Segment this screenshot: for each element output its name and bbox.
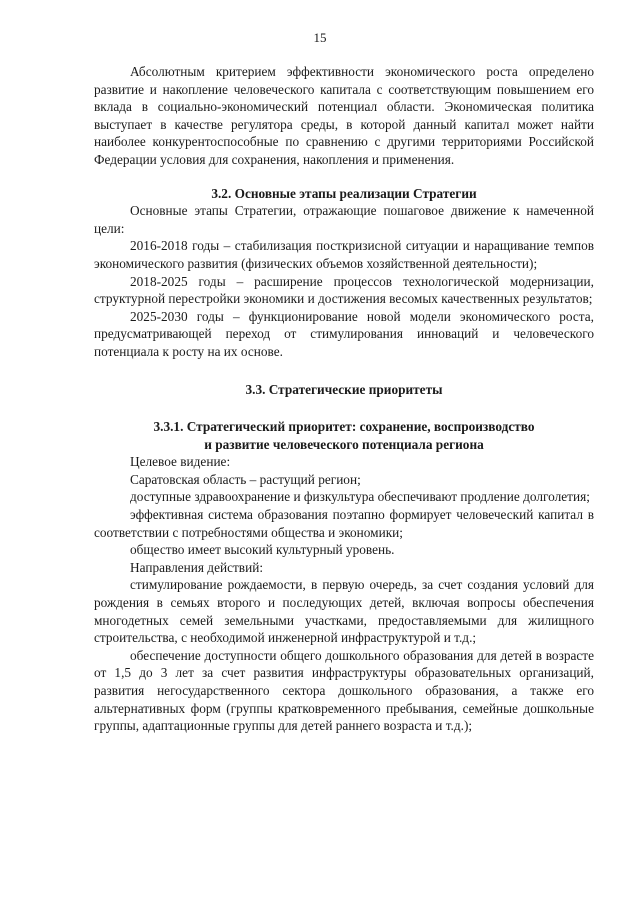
section-3-3-1-paragraph: доступные здравоохранение и физкультура обеспечивают продление долголетия; <box>130 489 590 505</box>
section-3-3-1-paragraph: Целевое видение: <box>130 454 231 470</box>
section-3-2-paragraph: 2016-2018 годы – стабилизация посткризисной ситуации и наращивание темпов экономического развития (физических объемов хозяйственной деятельности); <box>94 238 594 271</box>
section-3-2-paragraph: Основные этапы Стратегии, отражающие пошаговое движение к намеченной цели: <box>94 203 594 236</box>
section-3-3-1-heading-line2: и развитие человеческого потенциала региона <box>204 436 484 452</box>
section-3-2-heading: 3.2. Основные этапы реализации Стратегии <box>211 185 477 201</box>
section-3-3-1-paragraph: стимулирование рождаемости, в первую очередь, за счет создания условий для рождения в семьях второго и последующих детей, включая вопросы обеспечения многодетных семей земельными участками, предоставляемыми для жилищного строительства, с необходимой инженерной инфраструктурой и т.д.; <box>94 577 594 646</box>
section-3-3-1-paragraph: Направления действий: <box>130 559 264 575</box>
section-3-2-paragraph: 2025-2030 годы – функционирование новой модели экономического роста, предусматривающей переход от стимулирования инноваций и человеческого потенциала к росту на их основе. <box>94 308 594 359</box>
section-3-3-1-paragraph: обеспечение доступности общего дошкольного образования для детей в возрасте от 1,5 до 3 лет за счет развития инфраструктуры образовательных организаций, развития негосударственного сектора дошкольного образования, а также его альтернативных форм (группы кратковременного пребывания, семейные дошкольные группы, адаптационные группы для детей раннего возраста и т.д.); <box>94 647 594 734</box>
document-body <box>94 63 594 735</box>
section-3-3-heading: 3.3. Стратегические приоритеты <box>245 381 443 397</box>
section-3-3-1-paragraph: Саратовская область – растущий регион; <box>130 471 361 487</box>
section-3-2-paragraph: 2018-2025 годы – расширение процессов технологической модернизации, структурной перестройки экономики и достижения весомых качественных результатов; <box>94 273 594 307</box>
section-3-3-1-paragraph: общество имеет высокий культурный уровень. <box>130 542 395 558</box>
intro-paragraph: Абсолютным критерием эффективности экономического роста определено развитие и накопление человеческого капитала с соответствующим повышением его вклада в социально-экономический потенциал области. Экономическая политика выступает в качестве регулятора среды, в которой данный капитал может найти наиболее конкурентоспособные по сравнению с другими территориями Российской Федерации условия для сохранения, накопления и применения. <box>94 64 594 167</box>
page-number: 15 <box>313 30 327 45</box>
section-3-3-1-heading-line1: 3.3.1. Стратегический приоритет: сохранение, воспроизводство <box>153 419 535 435</box>
section-3-3-1-paragraph: эффективная система образования поэтапно формирует человеческий капитал в соответствии с потребностями общества и экономики; <box>94 507 594 540</box>
